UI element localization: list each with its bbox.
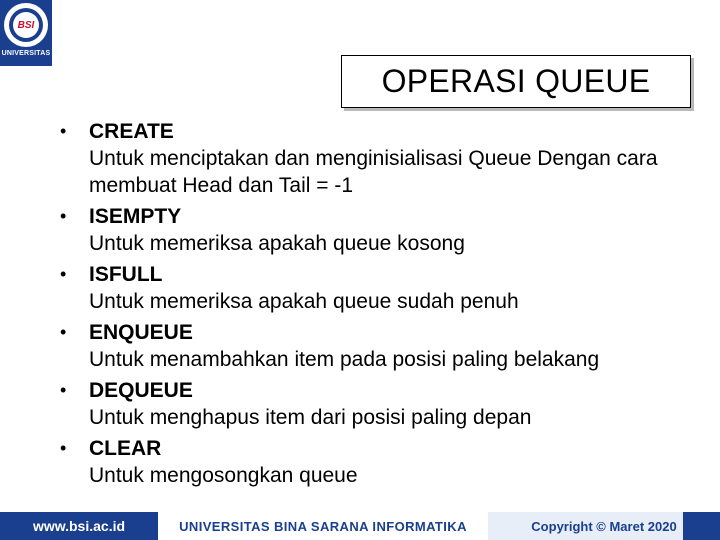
logo-seal [4,3,48,47]
operation-name: DEQUEUE [89,379,193,402]
operation-description: Untuk memeriksa apakah queue sudah penuh [89,290,519,313]
operation-description: Untuk menciptakan dan menginisialisasi Queue Dengan cara membuat Head dan Tail = -1 [89,147,658,197]
bullet-icon: • [60,322,67,342]
slide-title: OPERASI QUEUE [381,63,651,99]
footer-copyright: Copyright © Maret 2020 [531,518,677,534]
footer-bar [0,512,720,540]
logo-mark: BSI [13,12,39,38]
footer-stripe [683,512,720,540]
operation-description: Untuk menambahkan item pada posisi paling belakang [89,348,600,371]
list-item-create [60,118,710,199]
footer-university: UNIVERSITAS BINA SARANA INFORMATIKA [179,518,467,534]
operation-description: Untuk mengosongkan queue [89,464,358,487]
bullet-icon: • [60,438,67,458]
bullet-icon: • [60,121,67,141]
list-item-isfull [60,261,710,315]
operation-name: CREATE [89,120,174,143]
university-logo [0,0,52,66]
list-item-clear [60,435,710,489]
slide-title-box [341,55,691,108]
bullet-icon: • [60,264,67,284]
operation-list [60,118,710,493]
list-item-dequeue [60,377,710,431]
operation-name: ISEMPTY [89,205,182,228]
footer-university-panel [158,512,488,540]
operation-description: Untuk memeriksa apakah queue kosong [89,232,465,255]
footer-website-panel [0,512,158,540]
operation-name: CLEAR [89,437,162,460]
list-item-enqueue [60,319,710,373]
footer-website: www.bsi.ac.id [32,518,126,534]
operation-name: ISFULL [89,263,163,286]
bullet-icon: • [60,380,67,400]
bullet-icon: • [60,206,67,226]
operation-name: ENQUEUE [89,321,193,344]
list-item-isempty [60,203,710,257]
logo-label: UNIVERSITAS [1,50,51,57]
operation-description: Untuk menghapus item dari posisi paling depan [89,406,532,429]
